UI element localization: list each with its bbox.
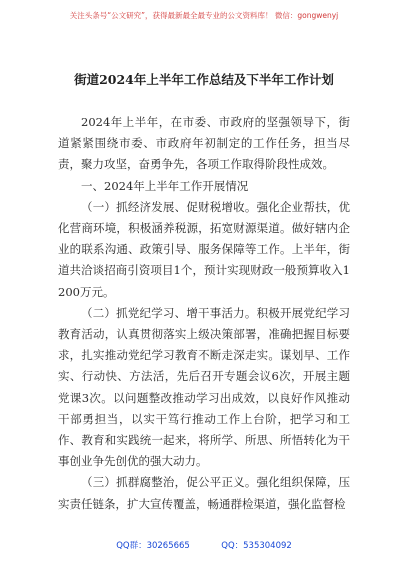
footer-qq-group: QQ群：30265665 bbox=[116, 541, 190, 551]
paragraph-anti-corruption: （三）抓群腐整治，促公平正义。强化组织保障，压实责任链条，扩大宣传覆盖，畅通群检渠道，强化监督检 bbox=[58, 475, 350, 511]
header-promo-note: 关注头条号“公文研究”，获得最新最全最专业的公文资料库！ 微信：gongwenyj bbox=[69, 11, 339, 20]
document-body bbox=[58, 112, 350, 515]
footer-contact bbox=[0, 541, 408, 552]
footer-qq-number: QQ：535304092 bbox=[221, 541, 292, 551]
paragraph-economy: （一）抓经济发展、促财税增收。强化企业帮扶，优化营商环境，积极涵养税源，拓宽财源渠道。做好辖内企业的联系沟通、政策引导、服务保障等工作。上半年，街道共洽谈招商引资项目1个，预计实现财政一般预算收入1200万元。 bbox=[58, 199, 350, 299]
section-heading-1: 一、2024年上半年工作开展情况 bbox=[81, 178, 249, 193]
paragraph-party-study: （二）抓党纪学习、增干事活力。积极开展党纪学习教育活动，认真贯彻落实上级决策部署，准确把握目标要求，扎实推动党纪学习教育不断走深走实。谋划早、工作实、行动快、方法活，先后召开专题会议6次，开展主题党课3次。以问题整改推动学习出成效，以良好作风推动干部勇担当，以实干笃行推动工作上台阶，把学习和工作、教育和实践统一起来，将所学、所思、所悟转化为干事创业争先创优的强大动力。 bbox=[58, 305, 350, 469]
paragraph-intro: 2024年上半年，在市委、市政府的坚强领导下，街道紧紧围绕市委、市政府年初制定的工作任务，担当尽责，聚力攻坚，奋勇争先，各项工作取得阶段性成效。 bbox=[58, 115, 350, 172]
document-title: 街道2024年上半年工作总结及下半年工作计划 bbox=[74, 72, 334, 87]
